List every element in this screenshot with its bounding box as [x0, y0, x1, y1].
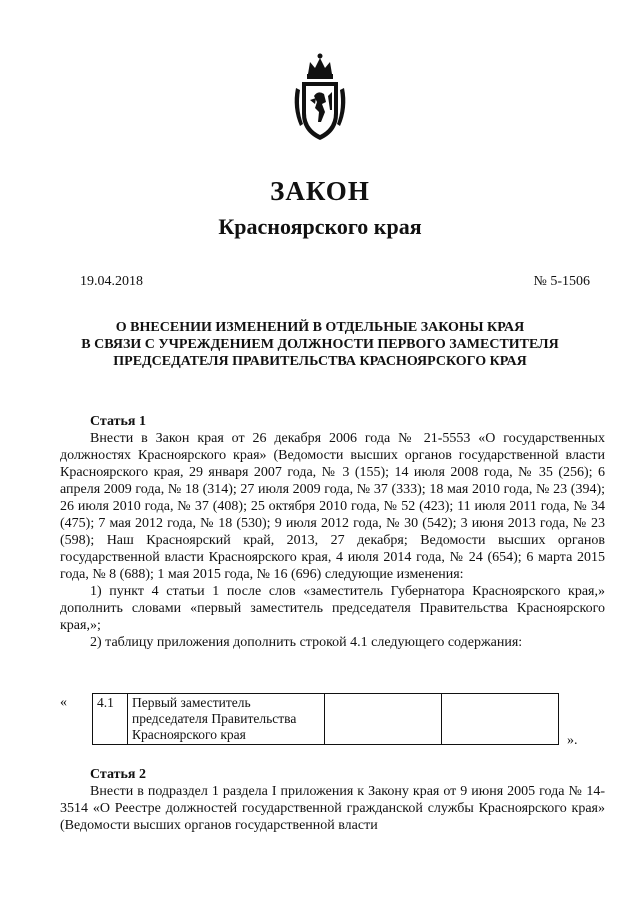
law-date: 19.04.2018 — [80, 274, 143, 289]
subject-line: ПРЕДСЕДАТЕЛЯ ПРАВИТЕЛЬСТВА КРАСНОЯРСКОГО КРАЯ — [113, 354, 527, 369]
close-quote: ». — [567, 733, 578, 748]
table-row — [93, 694, 559, 745]
region-title: Красноярского края — [218, 214, 422, 239]
article-1-paragraph-1: Внести в Закон края от 26 декабря 2006 года № 21-5553 «О государственных должностях Красноярского края» (Ведомости высших органов государственной власти Красноярского края, 29 января 2007 года, № 3 (155); 14 июля 2008 года, № 35 (256); 6 апреля 2009 года, № 18 (314); 27 июля 2009 года, № 37 (333); 18 мая 2010 года, № 23 (394); 26 июля 2010 года, № 37 (408); 25 октября 2010 года, № 52 (423); 11 июля 2011 года, № 34 (475); 7 мая 2012 года, № 18 (530); 9 июля 2012 года, № 30 (542); 3 июня 2013 года, № 23 (598); Наш Красноярский край, 2013, 27 декабря; Ведомости высших органов государственной власти Красноярского края, 4 июля 2014 года, № 24 (654); 6 марта 2015 года, № 8 (688); 1 мая 2015 года, № 16 (696) следующие изменения: — [60, 431, 605, 582]
coat-of-arms-emblem — [288, 52, 352, 144]
article-1-paragraph-2: 1) пункт 4 статьи 1 после слов «заместитель Губернатора Красноярского края,» дополнить словами «первый заместитель председателя Правительства Красноярского края,»; — [60, 584, 605, 633]
open-quote: « — [60, 695, 67, 710]
law-number: № 5-1506 — [533, 274, 590, 289]
article-1-paragraph-3: 2) таблицу приложения дополнить строкой 4.1 следующего содержания: — [90, 635, 523, 650]
subject-line: В СВЯЗИ С УЧРЕЖДЕНИЕМ ДОЛЖНОСТИ ПЕРВОГО ЗАМЕСТИТЕЛЯ — [81, 337, 559, 352]
law-subject — [60, 319, 580, 370]
empty-cell — [442, 694, 559, 745]
row-number-cell: 4.1 — [93, 694, 128, 745]
inserted-table-row — [92, 693, 559, 745]
empty-cell — [325, 694, 442, 745]
article-2 — [60, 766, 605, 834]
position-cell: Первый заместитель председателя Правительства Красноярского края — [128, 694, 325, 745]
article-1 — [60, 413, 605, 651]
law-title: ЗАКОН — [270, 176, 370, 206]
article-2-paragraph-1: Внести в подраздел 1 раздела I приложения к Закону края от 9 июня 2005 года № 14-3514 «О Реестре должностей государственной гражданской службы Красноярского края» (Ведомости высших органов государственной власти — [60, 784, 605, 833]
article-1-heading: Статья 1 — [90, 414, 146, 429]
article-2-heading: Статья 2 — [90, 767, 146, 782]
subject-line: О ВНЕСЕНИИ ИЗМЕНЕНИЙ В ОТДЕЛЬНЫЕ ЗАКОНЫ КРАЯ — [115, 320, 525, 335]
